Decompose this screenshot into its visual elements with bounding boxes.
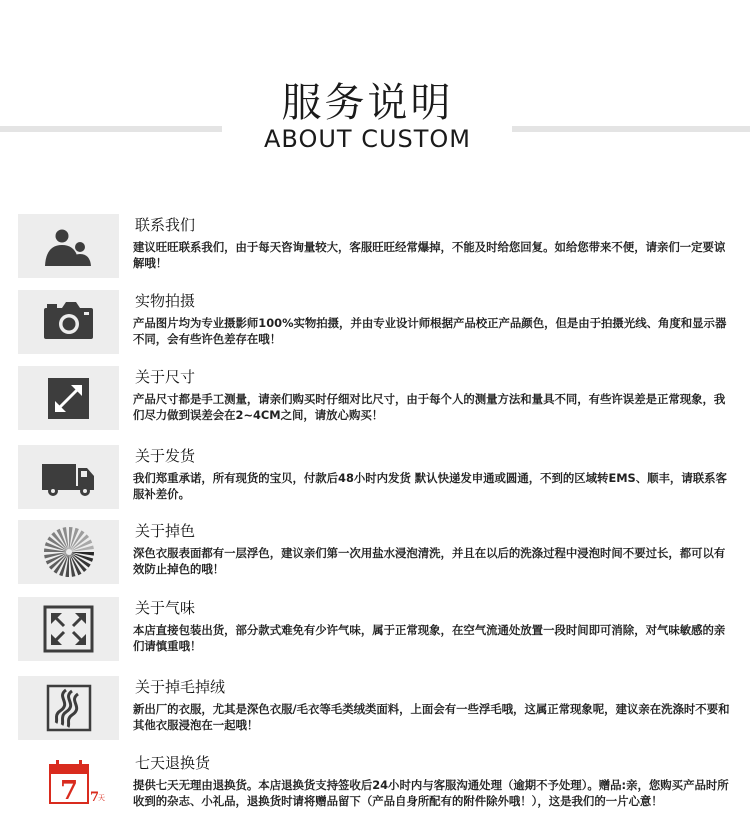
item-description: 建议旺旺联系我们，由于每天咨询量较大，客服旺旺经常爆掉，不能及时给您回复。如给您带来不便，请亲们一定要谅解哦！ [133,240,726,270]
fade-ray [65,552,69,577]
item-title: 关于气味 [135,599,196,617]
service-item-color-fade [18,520,734,590]
service-item-photo [18,290,734,360]
item-title: 实物拍摄 [135,292,196,310]
fade-center [66,549,72,555]
item-description: 本店直接包装出货，部分款式难免有少许气味，属于正常现象，在空气流通处放置一段时间即可消除，对气味敏感的亲们请慎重哦！ [133,623,726,653]
item-title: 联系我们 [135,216,196,234]
service-item-fluff [18,676,734,746]
calendar-badge: 7 [90,790,100,805]
service-item-size [18,366,734,436]
service-item-return [18,752,734,822]
expand-arrows-icon [18,597,119,661]
color-fade-icon [18,520,119,584]
item-description: 提供七天无理由退换货。本店退换货支持签收后24小时内与客服沟通处理（逾期不予处理）。赠品:亲，您购买产品时所收到的杂志、小礼品，退换货时请将赠品留下（产品自身所配有的附件除外哦！），这是我们的一片心意！ [133,778,729,808]
header-divider-left [0,126,222,132]
item-description: 产品尺寸都是手工测量，请亲们购买时仔细对比尺寸，由于每个人的测量方法和量具不同，有些许误差是正常现象，我们尽力做到误差会在2~4CM之间，请放心购买！ [133,392,726,422]
seven-day-calendar-icon [18,752,119,816]
item-description: 产品图片均为专业摄影师100%实物拍摄，并由专业设计师根据产品校正产品颜色，但是由于拍摄光线、角度和显示器不同，会有些许色差存在哦！ [133,316,727,346]
item-description: 我们郑重承诺，所有现货的宝贝，付款后48小时内发货 默认快递发申通或圆通，不到的区域转EMS、顺丰，请联系客服补差价。 [133,471,727,501]
item-title: 关于尺寸 [135,368,196,386]
people-icon [18,214,119,278]
page-subtitle: ABOUT CUSTOM [263,125,472,153]
calendar-badge-unit: 天 [98,794,105,802]
item-title: 七天退换货 [135,754,211,772]
fade-ray [69,527,73,552]
item-title: 关于掉毛掉绒 [135,678,226,696]
item-title: 关于发货 [135,447,196,465]
item-description: 新出厂的衣服，尤其是深色衣服/毛衣等毛类绒类面料，上面会有一些浮毛哦，这属正常现象呢，建议亲在洗涤时不要和其他衣服浸泡在一起哦！ [133,702,730,732]
delivery-truck-icon [18,445,119,509]
page-title: 服务说明 [281,80,454,126]
service-item-contact [18,214,734,284]
fade-ray [44,548,69,552]
service-item-delivery [18,445,734,515]
page-header [0,0,750,170]
camera-icon [18,290,119,354]
item-title: 关于掉色 [135,522,196,540]
calendar-digit: 7 [59,776,79,806]
fluff-wave-icon [18,676,119,740]
service-item-odor [18,597,734,667]
item-description: 深色衣服表面都有一层浮色，建议亲们第一次用盐水浸泡清洗，并且在以后的洗涤过程中浸泡时间不要过长，都可以有效防止掉色的哦！ [133,546,726,576]
header-divider-right [512,126,750,132]
fade-ray [69,552,94,556]
resize-arrow-icon [18,366,119,430]
